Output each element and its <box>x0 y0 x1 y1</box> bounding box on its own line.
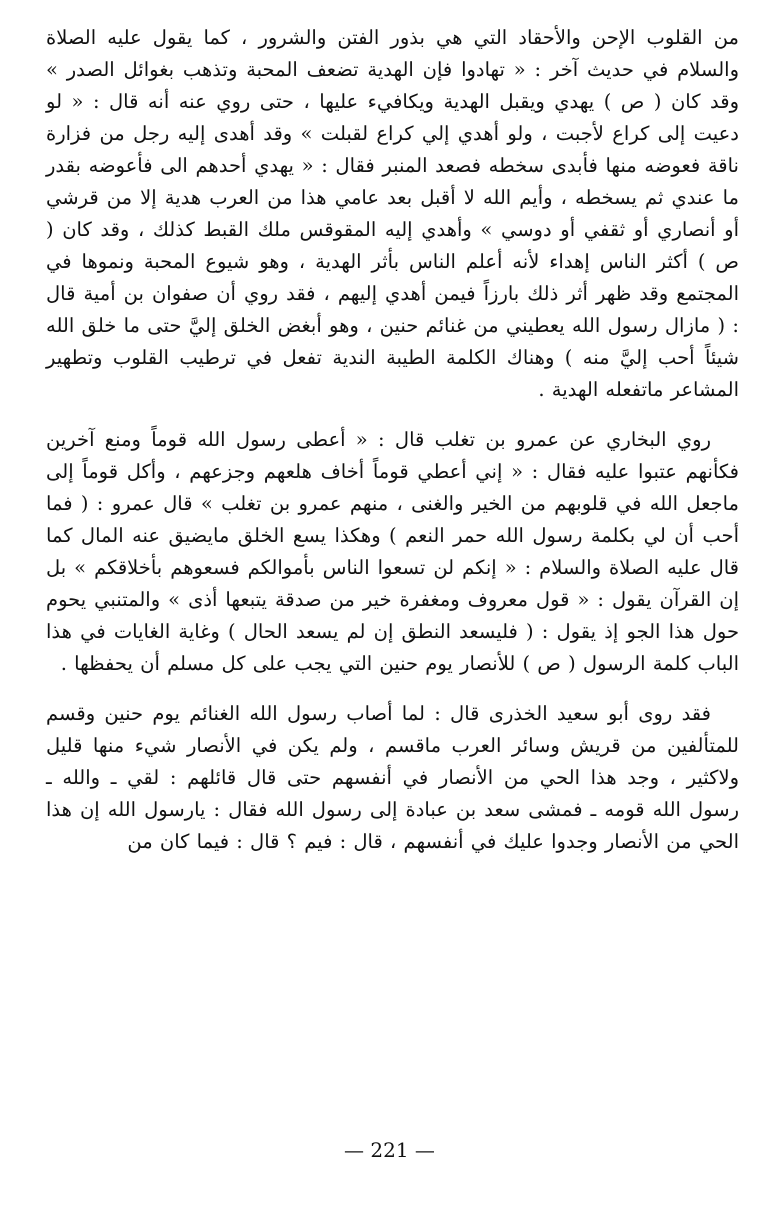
paragraph-3: فقد روى أبو سعيد الخذرى قال : لما أصاب رسول الله الغنائم يوم حنين وقسم للمتألفين من قريش وسائر العرب ماقسم ، ولم يكن في الأنصار شيء منها قليل ولاكثير ، وجد هذا الحي من الأنصار في أنفسهم حتى قال قائلهم : لقي ـ والله ـ رسول الله قومه ـ فمشى سعد بن عبادة إلى رسول الله فقال : يارسول الله إن هذا الحي من الأنصار وجدوا عليك في أنفسهم ، قال : فيم ؟ قال : فيما كان من <box>46 702 739 853</box>
paragraph-2: روي البخاري عن عمرو بن تغلب قال : « أعطى رسول الله قوماً ومنع آخرين فكأنهم عتبوا عليه فقال : « إني أعطي قوماً أخاف هلعهم وجزعهم ، وأكل قوماً إلى ماجعل الله في قلوبهم من الخير والغنى ، منهم عمرو بن تغلب » قال عمرو : ( فما أحب أن لي بكلمة رسول الله حمر النعم ) وهكذا يسع الخلق مايضيق عنه المال كما قال عليه الصلاة والسلام : « إنكم لن تسعوا الناس بأموالكم فسعوهم بأخلاقكم » بل إن القرآن يقول : « قول معروف ومغفرة خير من صدقة يتبعها أذى » والمتنبي يحوم حول هذا الجو إذ يقول : ( فليسعد النطق إن لم يسعد الحال ) وغاية الغايات في هذا الباب كلمة الرسول ( ص ) للأنصار يوم حنين التي يجب على كل مسلم أن يحفظها . <box>46 428 739 675</box>
page-number: — 221 — <box>344 1138 435 1162</box>
paragraph-1: من القلوب الإحن والأحقاد التي هي بذور الفتن والشرور ، كما يقول عليه الصلاة والسلام في حديث آخر : « تهادوا فإن الهدية تضعف المحبة وتذهب بغوائل الصدر » وقد كان ( ص ) يهدي ويقبل الهدية ويكافيء عليها ، حتى روي عنه أنه قال : « لو دعيت إلى كراع لأجبت ، ولو أهدي إلي كراع لقبلت » وقد أهدى إليه رجل من فزارة ناقة فعوضه منها فأبدى سخطه فصعد المنبر فقال : « يهدي أحدهم الى فأعوضه بقدر ما عندي ثم يسخطه ، وأيم الله لا أقبل بعد عامي هذا من العرب هدية إلا من قرشي أو أنصاري أو ثقفي أو دوسي » وأهدي إليه المقوقس ملك القبط كذلك ، وقد كان ( ص ) أكثر الناس إهداء لأنه أعلم الناس بأثر الهدية ، وهو شيوع المحبة ونموها في المجتمع وقد ظهر أثر ذلك بارزاً فيمن أهدي إليهم ، فقد روي أن صفوان بن أمية قال : ( مازال رسول الله يعطيني من غنائم حنين ، وهو أبغض الخلق إليَّ حتى ما خلق الله شيئاً أحب إليَّ منه ) وهناك الكلمة الطيبة الندية تفعل في ترطيب القلوب وتطهير المشاعر ماتفعله الهدية . <box>46 26 739 401</box>
page-body <box>46 22 739 1205</box>
